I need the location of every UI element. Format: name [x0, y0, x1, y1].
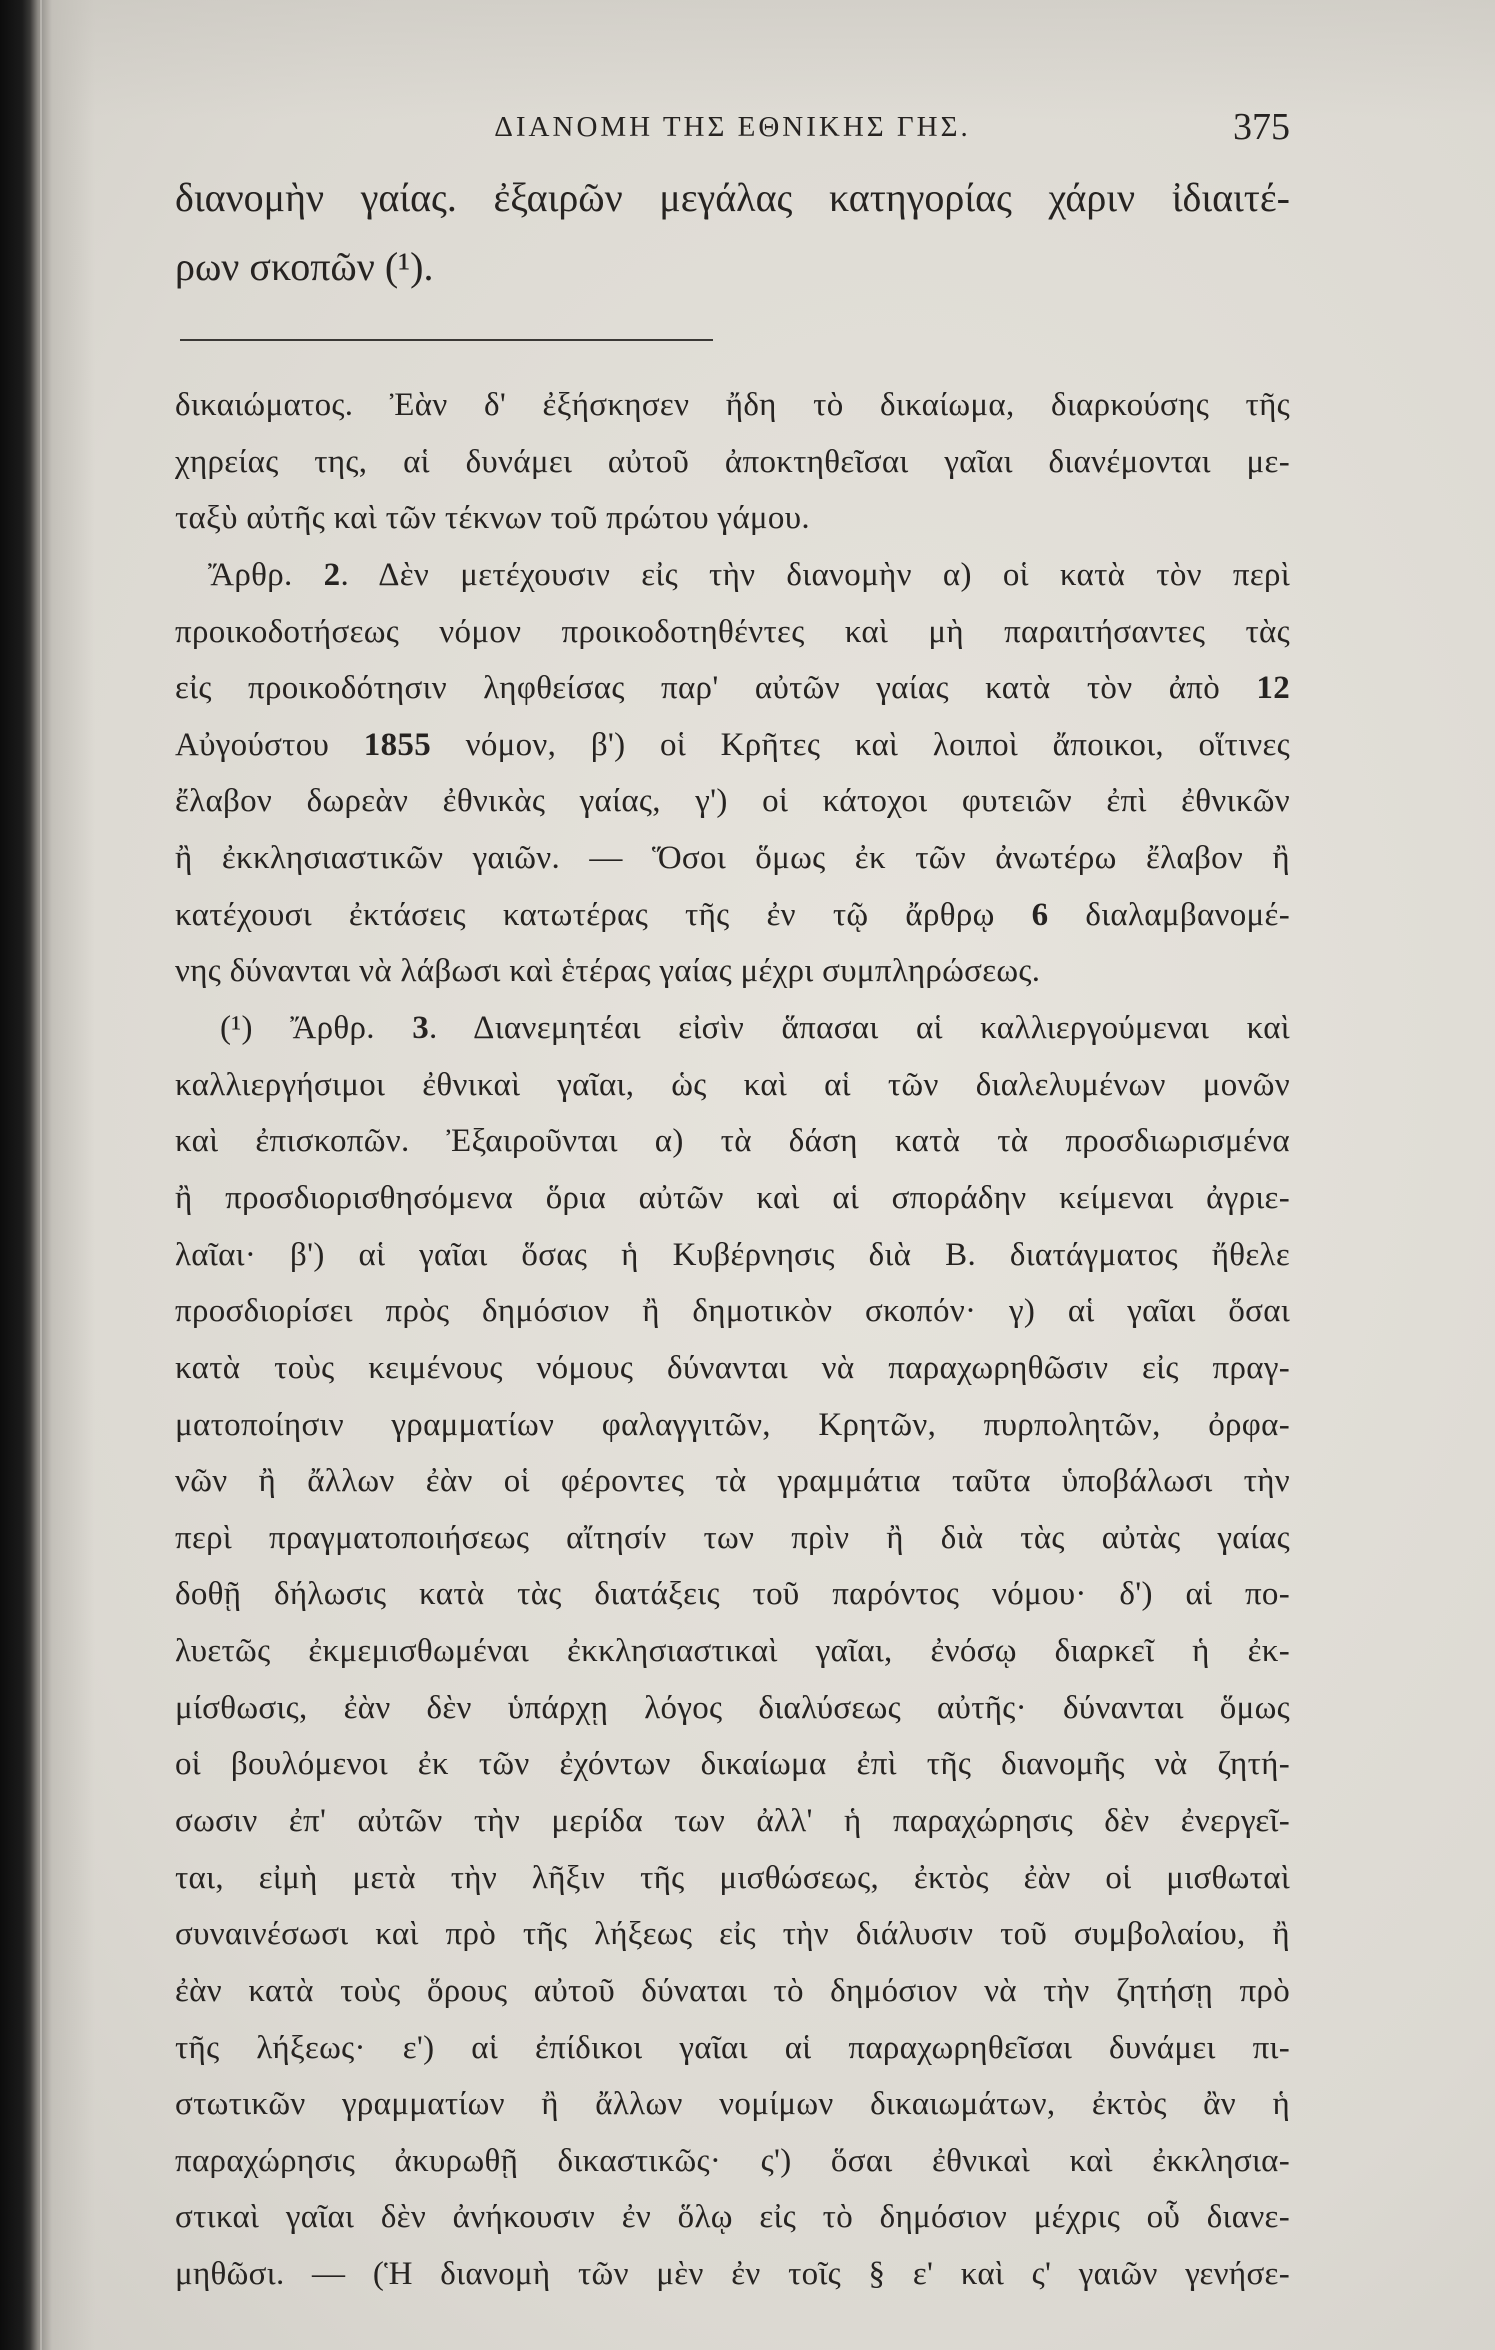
footnote-line: ταξὺ αὐτῆς καὶ τῶν τέκνων τοῦ πρώτου γάμου. [175, 500, 810, 536]
footnote-text [175, 0, 1290, 2350]
footnote-line: Αὐγούστου 1855 νόμον, β') οἱ Κρῆτες καὶ λοιποὶ ἄποικοι, οἵτινες [175, 727, 1290, 763]
footnote-line: λαῖαι· β') αἱ γαῖαι ὅσας ἡ Κυβέρνησις διὰ Β. διατάγματος ἤθελε [175, 1237, 1290, 1273]
footnote-line: ἢ προσδιορισθησόμενα ὅρια αὐτῶν καὶ αἱ σποράδην κείμεναι ἀγριε- [175, 1180, 1290, 1216]
footnote-line: σωσιν ἐπ' αὐτῶν τὴν μερίδα των ἀλλ' ἡ παραχώρησις δὲν ἐνεργεῖ- [175, 1803, 1290, 1839]
footnote-line: κατὰ τοὺς κειμένους νόμους δύνανται νὰ παραχωρηθῶσιν εἰς πραγ- [175, 1350, 1290, 1386]
footnote-line: Ἄρθρ. 2. Δὲν μετέχουσιν εἰς τὴν διανομὴν α) οἱ κατὰ τὸν περὶ [208, 557, 1290, 593]
footnote-line: τῆς λήξεως· ε') αἱ ἐπίδικοι γαῖαι αἱ παραχωρηθεῖσαι δυνάμει πι- [175, 2030, 1290, 2066]
footnote-line: περὶ πραγματοποιήσεως αἴτησίν των πρὶν ἢ διὰ τὰς αὐτὰς γαίας [175, 1520, 1290, 1556]
footnote-line: χηρείας της, αἱ δυνάμει αὐτοῦ ἀποκτηθεῖσαι γαῖαι διανέμονται με- [175, 444, 1290, 480]
numeral: 1855 [363, 727, 431, 763]
numeral: 2 [323, 557, 341, 593]
numeral: 6 [1031, 897, 1049, 933]
numeral: 3 [412, 1010, 430, 1046]
footnote-line: δοθῇ δήλωσις κατὰ τὰς διατάξεις τοῦ παρόντος νόμου· δ') αἱ πο- [175, 1576, 1290, 1612]
numeral: 12 [1256, 670, 1290, 706]
footnote-line: στικαὶ γαῖαι δὲν ἀνήκουσιν ἐν ὅλῳ εἰς τὸ δημόσιον μέχρις οὗ διανε- [175, 2199, 1290, 2235]
footnote-line: οἱ βουλόμενοι ἐκ τῶν ἐχόντων δικαίωμα ἐπὶ τῆς διανομῆς νὰ ζητή- [175, 1746, 1290, 1782]
body-text-line: διανομὴν γαίας. ἐξαιρῶν μεγάλας κατηγορίας χάριν ἰδιαιτέ- [175, 175, 1290, 220]
footnote-line: νης δύνανται νὰ λάβωσι καὶ ἑτέρας γαίας μέχρι συμπληρώσεως. [175, 953, 1041, 989]
running-head: ΔΙΑΝΟΜΗ ΤΗΣ ΕΘΝΙΚΗΣ ΓΗΣ. [494, 111, 971, 143]
footnote-line: μηθῶσι. — (Ἡ διανομὴ τῶν μὲν ἐν τοῖς § ε' καὶ ς' γαιῶν γενήσε- [175, 2256, 1290, 2292]
binding-shadow [40, 0, 42, 2350]
footnote-line: προικοδοτήσεως νόμον προικοδοτηθέντες καὶ μὴ παραιτήσαντες τὰς [175, 614, 1290, 650]
footnote-line: καὶ ἐπισκοπῶν. Ἐξαιροῦνται α) τὰ δάση κατὰ τὰ προσδιωρισμένα [175, 1123, 1290, 1159]
footnote-line: κατέχουσι ἐκτάσεις κατωτέρας τῆς ἐν τῷ ἄρθρῳ 6 διαλαμβανομέ- [175, 897, 1290, 933]
footnote-line: εἰς προικοδότησιν ληφθείσας παρ' αὐτῶν γαίας κατὰ τὸν ἀπὸ 12 [175, 670, 1290, 706]
footnote-line: ματοποίησιν γραμματίων φαλαγγιτῶν, Κρητῶν, πυρπολητῶν, ὀρφα- [175, 1407, 1290, 1443]
footnote-line: λυετῶς ἐκμεμισθωμέναι ἐκκλησιαστικαὶ γαῖαι, ἐνόσῳ διαρκεῖ ἡ ἐκ- [175, 1633, 1290, 1669]
footnote-line: (¹) Ἄρθρ. 3. Διανεμητέαι εἰσὶν ἅπασαι αἱ καλλιεργούμεναι καὶ [220, 1010, 1290, 1046]
footnote-line: ται, εἰμὴ μετὰ τὴν λῆξιν τῆς μισθώσεως, ἐκτὸς ἐὰν οἱ μισθωταὶ [175, 1860, 1290, 1896]
footnote-line: στωτικῶν γραμματίων ἢ ἄλλων νομίμων δικαιωμάτων, ἐκτὸς ἂν ἡ [175, 2086, 1290, 2122]
footnote-line: συναινέσωσι καὶ πρὸ τῆς λήξεως εἰς τὴν διάλυσιν τοῦ συμβολαίου, ἢ [175, 1916, 1290, 1952]
footnote-line: παραχώρησις ἀκυρωθῇ δικαστικῶς· ς') ὅσαι ἐθνικαὶ καὶ ἐκκλησια- [175, 2143, 1290, 2179]
body-text-line: ρων σκοπῶν (¹). [175, 244, 434, 289]
footnote-line: καλλιεργήσιμοι ἐθνικαὶ γαῖαι, ὡς καὶ αἱ τῶν διαλελυμένων μονῶν [175, 1067, 1290, 1103]
footnote-line: προσδιορίσει πρὸς δημόσιον ἢ δημοτικὸν σκοπόν· γ) αἱ γαῖαι ὅσαι [175, 1293, 1290, 1329]
page-number: 375 [1233, 106, 1290, 148]
footnote-line: μίσθωσις, ἐὰν δὲν ὑπάρχῃ λόγος διαλύσεως αὐτῆς· δύνανται ὅμως [175, 1690, 1290, 1726]
footnote-line: δικαιώματος. Ἐὰν δ' ἐξήσκησεν ἤδη τὸ δικαίωμα, διαρκούσης τῆς [175, 387, 1290, 423]
footnote-line: ἔλαβον δωρεὰν ἐθνικὰς γαίας, γ') οἱ κάτοχοι φυτειῶν ἐπὶ ἐθνικῶν [175, 783, 1290, 819]
footnote-line: νῶν ἢ ἄλλων ἐὰν οἱ φέροντες τὰ γραμμάτια ταῦτα ὑποβάλωσι τὴν [175, 1463, 1290, 1499]
footnote-line: ἢ ἐκκλησιαστικῶν γαιῶν. — Ὅσοι ὅμως ἐκ τῶν ἀνωτέρω ἔλαβον ἢ [175, 840, 1290, 876]
footnote-line: ἐὰν κατὰ τοὺς ὅρους αὐτοῦ δύναται τὸ δημόσιον νὰ τὴν ζητήσῃ πρὸ [175, 1973, 1290, 2009]
